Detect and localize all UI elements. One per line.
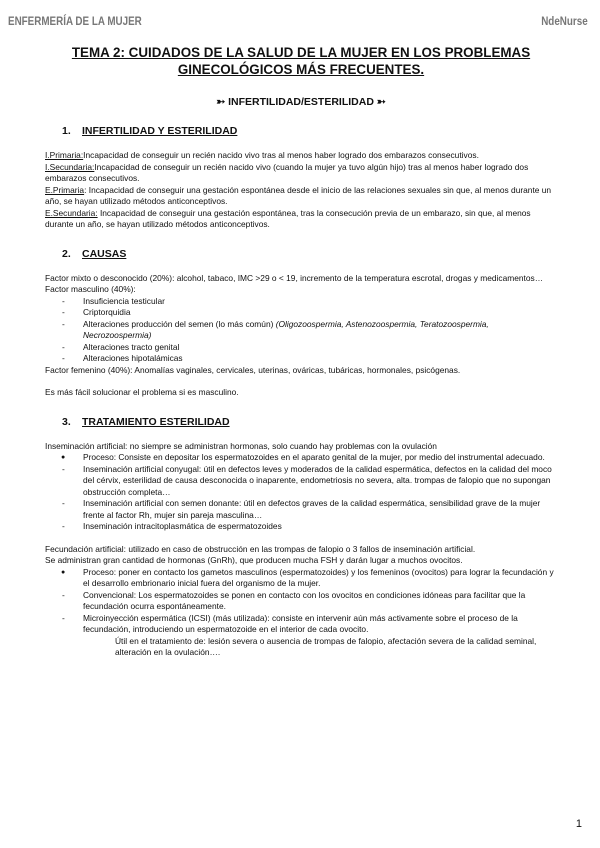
factor-masculino: Factor masculino (40%): bbox=[45, 284, 136, 294]
fecundacion-intro: Fecundación artificial: utilizado en caso de obstrucción en las trompas de falopio o 3 fallos de inseminación artificial. bbox=[45, 543, 476, 554]
factor-mixto: Factor mixto o desconocido (20%): alcohol, tabaco, IMC >29 o < 19, incremento de la temperatura escrotal, drogas y medicamentos… bbox=[45, 272, 544, 283]
list-item: - Inseminación artificial conyugal: útil en defectos leves y moderados de la calidad espermática, defectos en la calidad del moco del cérvix, esterilidad de causa desconocida o inaparente, endometriosis no severa, alta. trompas de falopio que no supongan obstrucción completa… bbox=[45, 464, 557, 499]
definition-i-secundaria bbox=[45, 162, 557, 185]
fecundacion-list bbox=[45, 567, 557, 636]
page-number: 1 bbox=[575, 818, 582, 830]
list-item: - Convencional: Los espermatozoides se ponen en contacto con los ovocitos en condiciones idóneas para facilitar que la fecundación ocurra espontáneamente. bbox=[45, 590, 557, 613]
section-title: INFERTILIDAD Y ESTERILIDAD bbox=[82, 125, 238, 137]
list-item: - Alteraciones hipotalámicas bbox=[45, 353, 557, 365]
fecundacion-hormonas: Se administran gran cantidad de hormonas (GnRh), que producen mucha FSH y darán lugar a muchos ovocitos. bbox=[45, 555, 463, 565]
section-title: CAUSAS bbox=[82, 247, 127, 260]
section-title: TRATAMIENTO ESTERILIDAD bbox=[82, 415, 230, 428]
definition-text: Incapacidad de conseguir una gestación espontánea, tras la consecución previa de un embarazo, sin que, al menos durante un año, se hayan utilizado métodos anticonceptivos. bbox=[45, 207, 531, 229]
section-number: 1. bbox=[62, 125, 71, 137]
list-item-italic: (Oligozoospermia, Astenozoospermia, Teratozoospermia, Necrozoospermia) bbox=[83, 318, 489, 340]
factor-femenino: Factor femenino (40%): Anomalías vaginales, cervicales, uterinas, ováricas, tubáricas, hormonales, psicógenas. bbox=[45, 364, 461, 375]
section-number: 2. bbox=[62, 247, 71, 260]
topic-subtitle: ➳ INFERTILIDAD/ESTERILIDAD ➳ bbox=[216, 96, 386, 108]
header-subject: ENFERMERÍA DE LA MUJER bbox=[8, 14, 142, 28]
list-item: - Microinyección espermática (ICSI) (más utilizada): consiste en intervenir aún más activamente sobre el proceso de la fecundación, introduciendo un espermatozoide en el interior de cada ovocito. bbox=[45, 613, 557, 636]
masculine-factor-list bbox=[45, 296, 557, 365]
list-item: - Insuficiencia testicular bbox=[45, 296, 557, 308]
list-item: - Inseminación artificial con semen donante: útil en defectos graves de la calidad espermática, sensibilidad grave de la mujer frente al factor Rh, mujer sin pareja masculina… bbox=[45, 498, 557, 521]
definition-i-primaria bbox=[45, 150, 557, 162]
list-item: ● Proceso: poner en contacto los gametos masculinos (espermatozoides) y los femeninos (ovocitos) para lograr la fecundación y el desarrollo embrionario inicial fuera del organismo de la mujer. bbox=[45, 567, 557, 590]
list-item: - Criptorquidia bbox=[45, 307, 557, 319]
definition-text: Incapacidad de conseguir un recién nacido vivo (cuando la mujer ya tuvo algún hijo) tras al menos haber logrado dos embarazos consecutivos. bbox=[45, 161, 529, 183]
section-heading-3 bbox=[45, 416, 557, 428]
icsi-usage-note: Útil en el tratamiento de: lesión severa o ausencia de trompas de falopio, afectación severa de la calidad seminal, alteración en la ovulación…. bbox=[115, 635, 537, 657]
inseminacion-intro: Inseminación artificial: no siempre se administran hormonas, solo cuando hay problemas con la ovulación bbox=[45, 440, 437, 451]
header-author: NdeNurse bbox=[541, 14, 588, 28]
definition-text: : Incapacidad de conseguir una gestación espontánea desde el inicio de las relaciones sexuales sin que, al menos durante un año, se hayan utilizado métodos anticonceptivos. bbox=[45, 184, 552, 206]
title-line-1: TEMA 2: CUIDADOS DE LA SALUD DE LA MUJER EN LOS PROBLEMAS bbox=[71, 45, 531, 60]
definition-term: I.Primaria: bbox=[45, 150, 84, 160]
page-title bbox=[45, 44, 557, 78]
definition-term: E.Primaria bbox=[45, 184, 85, 195]
definition-text: Incapacidad de conseguir un recién nacido vivo tras al menos haber logrado dos embarazos consecutivos. bbox=[83, 150, 479, 160]
document-body bbox=[45, 44, 557, 659]
list-item: ● Proceso: Consiste en depositar los espermatozoides en el aparato genital de la mujer, por medio del instrumental adecuado. bbox=[45, 452, 557, 464]
list-item-text: Alteraciones producción del semen (lo más común) bbox=[83, 318, 276, 329]
causes-note: Es más fácil solucionar el problema si es masculino. bbox=[45, 387, 239, 397]
section-heading-2 bbox=[45, 248, 557, 260]
definition-term: I.Secundaria: bbox=[45, 161, 95, 172]
title-line-2: GINECOLÓGICOS MÁS FRECUENTES. bbox=[177, 62, 425, 77]
inseminacion-list bbox=[45, 452, 557, 533]
list-item: - Inseminación intracitoplasmática de espermatozoides bbox=[45, 521, 557, 533]
definition-e-primaria bbox=[45, 185, 557, 208]
section-heading-1 bbox=[45, 125, 557, 137]
definition-term: E.Secundaria: bbox=[45, 207, 98, 218]
list-item: - Alteraciones tracto genital bbox=[45, 342, 557, 354]
list-item bbox=[45, 319, 557, 342]
section-number: 3. bbox=[62, 415, 71, 428]
definition-e-secundaria bbox=[45, 208, 557, 231]
